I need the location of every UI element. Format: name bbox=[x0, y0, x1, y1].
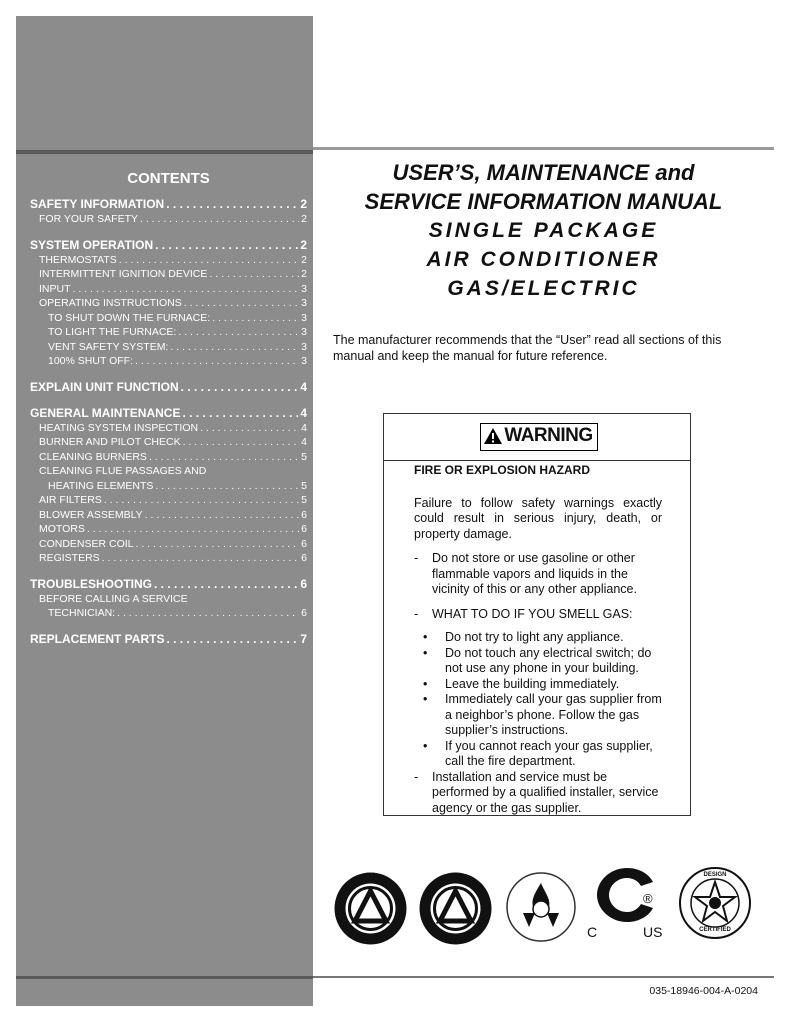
toc-item bbox=[30, 380, 307, 395]
toc-item bbox=[30, 325, 307, 340]
toc-dot-leader bbox=[136, 537, 300, 552]
ahri-certified-logo bbox=[418, 871, 493, 946]
toc-item bbox=[30, 406, 307, 421]
bullet-marker: • bbox=[423, 645, 428, 660]
toc-dot-leader bbox=[209, 267, 299, 282]
toc-dot-leader bbox=[200, 421, 299, 436]
csa-registered-mark: ® bbox=[643, 891, 653, 906]
toc-dot-leader bbox=[155, 479, 299, 494]
toc-item bbox=[30, 435, 307, 450]
toc-page-number: 3 bbox=[301, 297, 307, 309]
title-line: SERVICE INFORMATION MANUAL bbox=[364, 189, 723, 214]
bullet-marker: • bbox=[423, 630, 428, 644]
warning-item bbox=[414, 770, 662, 817]
warning-body bbox=[414, 460, 662, 816]
intro-paragraph: The manufacturer recommends that the “User” read all sections of this manual and keep the manual for future reference. bbox=[333, 333, 722, 363]
toc-item-title: INTERMITTENT IGNITION DEVICE bbox=[39, 268, 208, 280]
toc-item-title: BLOWER ASSEMBLY bbox=[39, 508, 143, 521]
toc-page-number: 5 bbox=[301, 479, 307, 492]
toc-item bbox=[30, 340, 307, 355]
toc-item-title: THERMOSTATS bbox=[39, 253, 117, 266]
csa-c-mark: C bbox=[587, 924, 598, 940]
table-of-contents bbox=[30, 170, 307, 647]
toc-item bbox=[30, 311, 307, 326]
toc-item bbox=[30, 238, 307, 253]
toc-item bbox=[30, 551, 307, 566]
toc-item-title: HEATING SYSTEM INSPECTION bbox=[39, 421, 199, 434]
toc-dot-leader bbox=[155, 238, 298, 253]
bullet-item bbox=[423, 646, 662, 677]
toc-dot-leader bbox=[149, 450, 299, 465]
toc-dot-leader bbox=[181, 380, 299, 395]
toc-page-number: 3 bbox=[301, 355, 307, 367]
toc-dot-leader bbox=[182, 406, 298, 421]
toc-item bbox=[30, 253, 307, 268]
warning-paragraph: Failure to follow safety warnings exactly could result in serious injury, death, or property damage. bbox=[414, 495, 662, 541]
toc-item-title: INPUT bbox=[39, 282, 71, 295]
bullet-list bbox=[414, 630, 662, 770]
bullet-item bbox=[423, 677, 662, 693]
toc-dot-leader bbox=[166, 197, 298, 212]
warning-item-text: WHAT TO DO IF YOU SMELL GAS: bbox=[432, 606, 633, 621]
toc-dot-leader bbox=[145, 508, 299, 523]
toc-item-title: TECHNICIAN: bbox=[48, 607, 116, 619]
toc-page-number: 6 bbox=[301, 607, 307, 619]
warning-item bbox=[414, 551, 662, 598]
toc-item bbox=[30, 421, 307, 436]
product-line: SINGLE PACKAGE bbox=[428, 219, 659, 242]
toc-page-number: 2 bbox=[301, 268, 307, 280]
header-rule bbox=[313, 147, 774, 150]
bullet-text: If you cannot reach your gas supplier, call the fire department. bbox=[445, 738, 653, 768]
csa-us-mark: US bbox=[643, 924, 663, 940]
bullet-marker: • bbox=[423, 738, 428, 753]
svg-text:SA: SA bbox=[617, 886, 645, 908]
bullet-marker: • bbox=[423, 676, 428, 691]
toc-item-title: OPERATING INSTRUCTIONS bbox=[39, 297, 182, 309]
toc-item-title: AIR FILTERS bbox=[39, 494, 102, 506]
toc-dot-leader bbox=[170, 340, 299, 355]
toc-dot-leader bbox=[102, 551, 299, 566]
warning-item-text: Installation and service must be performed by a qualified installer, service agency or the gas supplier. bbox=[432, 769, 659, 815]
toc-item bbox=[30, 212, 307, 227]
dash-marker: - bbox=[414, 551, 419, 565]
toc-item-title: SAFETY INFORMATION bbox=[30, 197, 165, 211]
design-label: DESIGN bbox=[703, 872, 727, 878]
flame-certified-logo bbox=[505, 871, 577, 943]
toc-page-number: 6 bbox=[301, 552, 307, 564]
toc-item bbox=[30, 606, 307, 621]
warning-label-text: WARNING bbox=[504, 425, 593, 446]
toc-item-title: TROUBLESHOOTING bbox=[30, 576, 152, 591]
toc-item bbox=[30, 354, 307, 369]
warning-item-text: Do not store or use gasoline or other flammable vapors and liquids in the vicinity of this or any other appliance. bbox=[432, 551, 637, 596]
toc-item-title: CLEANING FLUE PASSAGES AND bbox=[39, 465, 207, 477]
sidebar-divider bbox=[16, 150, 313, 154]
toc-item-title: REGISTERS bbox=[39, 552, 100, 564]
toc-item-title: TO SHUT DOWN THE FURNACE: bbox=[48, 311, 211, 324]
toc-list bbox=[30, 197, 307, 647]
toc-page-number: 3 bbox=[301, 340, 307, 353]
toc-page-number: 2 bbox=[301, 253, 307, 266]
warning-label bbox=[480, 423, 598, 451]
toc-item-title: SYSTEM OPERATION bbox=[30, 237, 154, 252]
toc-dot-leader bbox=[87, 522, 299, 537]
toc-item-title: CONDENSER COIL bbox=[39, 537, 134, 550]
toc-page-number: 5 bbox=[301, 494, 307, 506]
toc-item-title: HEATING ELEMENTS bbox=[48, 479, 154, 492]
bullet-marker: • bbox=[423, 692, 428, 706]
toc-item bbox=[30, 479, 307, 494]
toc-item-title: BURNER AND PILOT CHECK bbox=[39, 436, 181, 448]
toc-page-number: 3 bbox=[301, 311, 307, 324]
toc-page-number: 6 bbox=[301, 537, 307, 550]
toc-item bbox=[30, 197, 307, 212]
document-title bbox=[313, 158, 774, 303]
toc-page-number: 2 bbox=[301, 213, 307, 225]
bullet-text: Immediately call your gas supplier from a neighbor’s phone. Follow the gas supplier’s instructions. bbox=[445, 692, 662, 737]
certification-logos bbox=[333, 866, 763, 942]
sidebar-divider bbox=[16, 976, 313, 979]
toc-dot-leader bbox=[183, 435, 300, 450]
toc-item-title: FOR YOUR SAFETY bbox=[39, 213, 138, 225]
toc-dot-leader bbox=[117, 606, 299, 621]
toc-item bbox=[30, 522, 307, 537]
toc-item-title: VENT SAFETY SYSTEM: bbox=[48, 340, 169, 353]
toc-dot-leader bbox=[212, 311, 299, 326]
toc-page-number: 3 bbox=[301, 326, 307, 338]
toc-dot-leader bbox=[184, 296, 299, 311]
toc-item-title: EXPLAIN UNIT FUNCTION bbox=[30, 379, 179, 394]
toc-item bbox=[30, 267, 307, 282]
csa-logo bbox=[585, 866, 667, 942]
toc-page-number: 6 bbox=[300, 576, 307, 591]
toc-dot-leader bbox=[140, 212, 299, 227]
dash-marker: - bbox=[414, 769, 419, 784]
bullet-text: Leave the building immediately. bbox=[445, 676, 620, 691]
toc-page-number: 2 bbox=[300, 197, 307, 211]
bullet-item bbox=[423, 739, 662, 770]
toc-item bbox=[30, 296, 307, 311]
toc-item bbox=[30, 508, 307, 523]
toc-page-number: 5 bbox=[301, 450, 307, 463]
toc-item bbox=[30, 632, 307, 647]
warning-header bbox=[384, 414, 690, 461]
toc-page-number: 7 bbox=[300, 631, 307, 646]
toc-item-title: GENERAL MAINTENANCE bbox=[30, 405, 181, 420]
toc-dot-leader bbox=[104, 493, 299, 508]
toc-item bbox=[30, 282, 307, 297]
toc-page-number: 4 bbox=[301, 421, 307, 434]
product-line: GAS/ELECTRIC bbox=[447, 277, 640, 300]
contents-heading: CONTENTS bbox=[127, 170, 210, 187]
ahri-certified-logo bbox=[333, 871, 408, 946]
toc-item-title: BEFORE CALLING A SERVICE bbox=[39, 592, 188, 605]
bullet-item bbox=[423, 630, 662, 646]
toc-dot-leader bbox=[135, 354, 299, 369]
footer-rule bbox=[313, 976, 774, 978]
toc-item-title: REPLACEMENT PARTS bbox=[30, 631, 165, 646]
toc-item-title: CLEANING BURNERS bbox=[39, 450, 147, 463]
toc-page-number: 6 bbox=[301, 508, 307, 521]
toc-page-number: 4 bbox=[300, 405, 307, 420]
warning-item bbox=[414, 607, 662, 623]
toc-dot-leader bbox=[154, 577, 298, 592]
toc-item bbox=[30, 577, 307, 592]
dash-marker: - bbox=[414, 606, 419, 621]
toc-item bbox=[30, 493, 307, 508]
toc-item bbox=[30, 537, 307, 552]
hazard-title: FIRE OR EXPLOSION HAZARD bbox=[414, 463, 591, 477]
toc-dot-leader bbox=[166, 632, 298, 647]
design-certified-logo bbox=[678, 866, 752, 940]
bullet-item bbox=[423, 692, 662, 739]
bullet-text: Do not try to light any appliance. bbox=[445, 630, 624, 644]
toc-item bbox=[30, 464, 307, 479]
toc-page-number: 4 bbox=[300, 379, 307, 394]
product-line: AIR CONDITIONER bbox=[426, 248, 661, 271]
toc-item-title: 100% SHUT OFF: bbox=[48, 355, 133, 367]
toc-item bbox=[30, 592, 307, 607]
warning-box bbox=[383, 413, 691, 816]
toc-dot-leader bbox=[119, 253, 299, 268]
toc-page-number: 6 bbox=[301, 523, 307, 535]
certified-label: CERTIFIED bbox=[699, 927, 731, 933]
toc-dot-leader bbox=[178, 325, 299, 340]
toc-page-number: 4 bbox=[301, 436, 307, 448]
toc-dot-leader bbox=[73, 282, 300, 297]
toc-page-number: 2 bbox=[300, 237, 307, 252]
document-code: 035-18946-004-A-0204 bbox=[649, 985, 758, 997]
bullet-text: Do not touch any electrical switch; do not use any phone in your building. bbox=[445, 645, 652, 675]
toc-item-title: TO LIGHT THE FURNACE: bbox=[48, 326, 177, 338]
toc-page-number: 3 bbox=[301, 282, 307, 295]
warning-triangle-icon bbox=[483, 427, 503, 445]
title-line: USER’S, MAINTENANCE and bbox=[392, 160, 695, 185]
toc-item-title: MOTORS bbox=[39, 523, 85, 535]
toc-item bbox=[30, 450, 307, 465]
